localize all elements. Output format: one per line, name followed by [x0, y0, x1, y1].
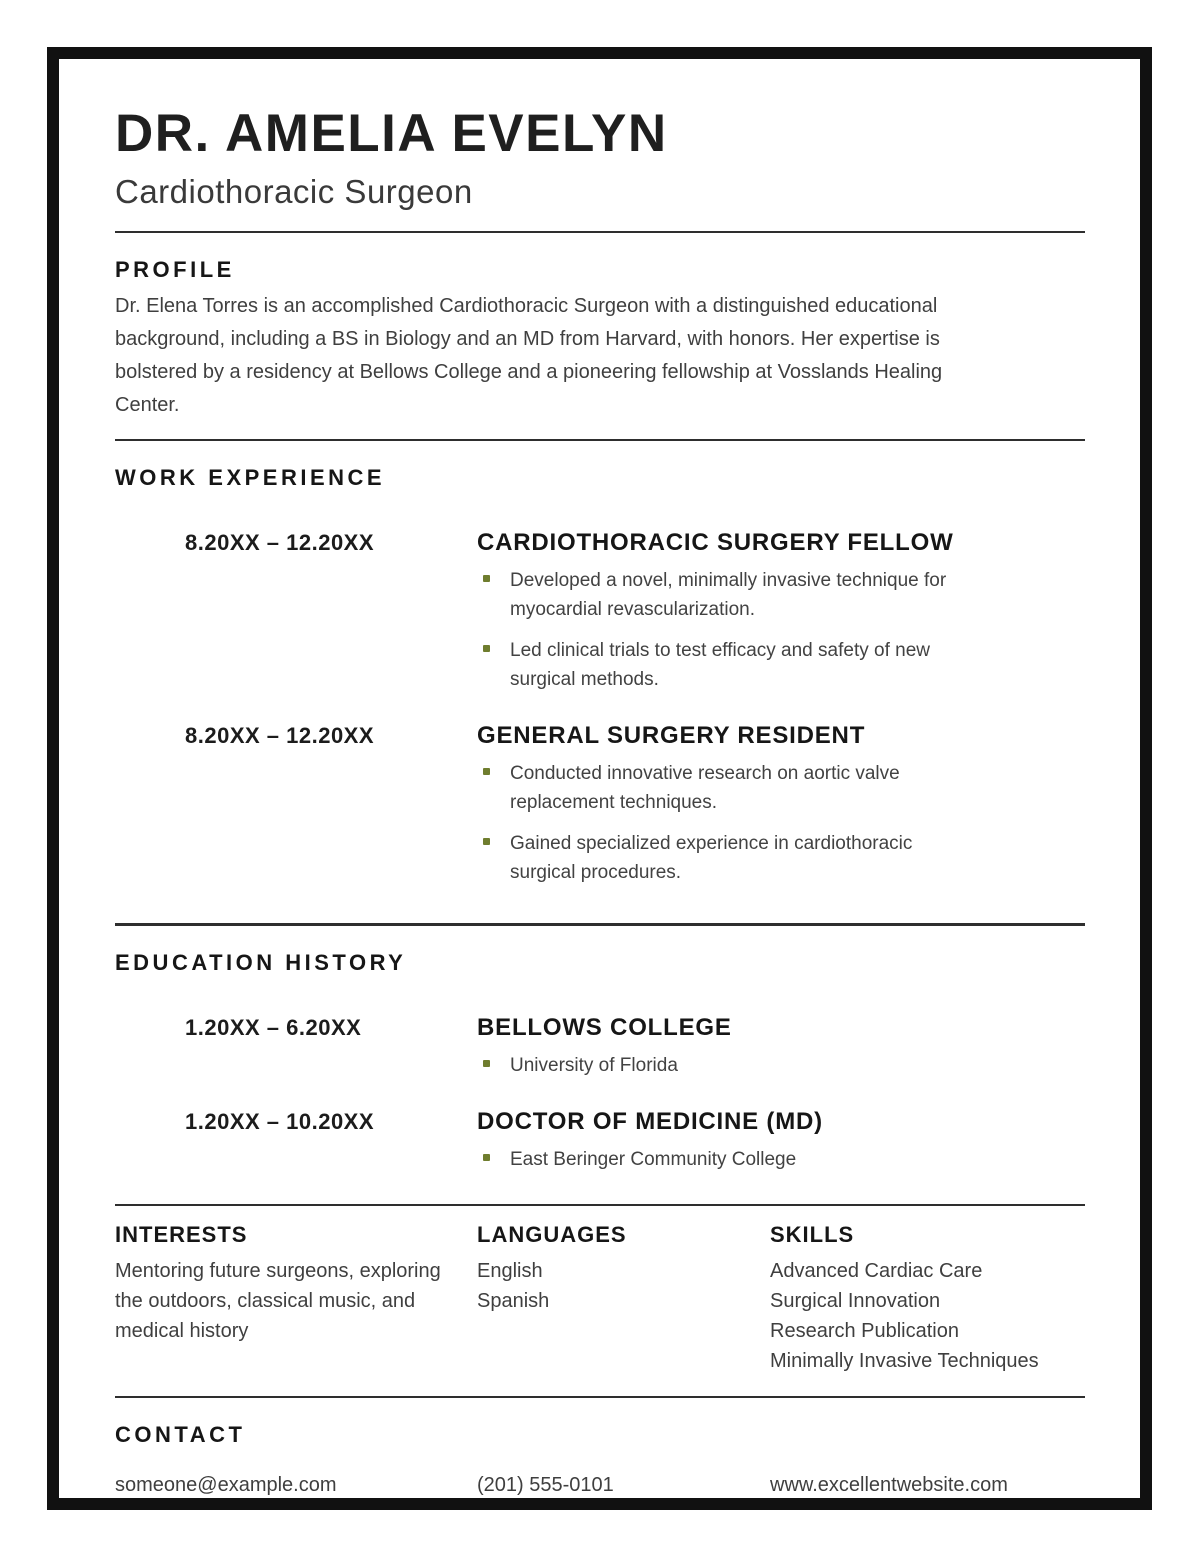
skill-item: Surgical Innovation: [770, 1290, 941, 1313]
contact-row: [115, 1474, 1085, 1497]
education-entry-title: DOCTOR OF MEDICINE (MD): [477, 1108, 823, 1136]
bullet-text: Conducted innovative research on aortic valve replacement techniques.: [510, 763, 900, 814]
bullet-item: [477, 759, 1085, 817]
contact-email: someone@example.com: [115, 1474, 337, 1497]
work-entry-bullets: [477, 759, 1085, 887]
person-job-title: Cardiothoracic Surgeon: [115, 173, 473, 211]
interests-text: Mentoring future surgeons, exploring the outdoors, classical music, and medical history: [115, 1260, 441, 1343]
bullet-item: [477, 1145, 1085, 1174]
skills-heading: SKILLS: [770, 1222, 855, 1248]
bullet-item: [477, 1051, 1085, 1080]
person-name: DR. AMELIA EVELYN: [115, 104, 668, 163]
bullet-text: Led clinical trials to test efficacy and safety of new surgical methods.: [510, 640, 930, 691]
contact-heading: CONTACT: [115, 1422, 246, 1448]
work-entry-detail: [477, 529, 1085, 694]
bullet-item: [477, 566, 1085, 624]
bullet-icon: [483, 768, 490, 775]
work-entry-title: CARDIOTHORACIC SURGERY FELLOW: [477, 529, 954, 557]
work-entry-detail: [477, 722, 1085, 887]
skills-column: [770, 1222, 1085, 1376]
education-divider: [115, 1204, 1085, 1206]
page-border-frame: [47, 47, 1152, 1510]
work-entry-dates: 8.20XX – 12.20XX: [185, 723, 375, 749]
education-entry-dates: 1.20XX – 10.20XX: [185, 1109, 375, 1135]
profile-text: Dr. Elena Torres is an accomplished Cardiothoracic Surgeon with a distinguished educational background, including a BS in Biology and an MD from Harvard, with honors. Her expertise is bolstered by a residency at Bellows College and a pioneering fellowship at Vosslands Healing Center.: [115, 295, 943, 417]
profile-heading: PROFILE: [115, 257, 235, 283]
bullet-icon: [483, 1154, 490, 1161]
attributes-columns: [115, 1222, 1085, 1376]
bullet-text: Developed a novel, minimally invasive technique for myocardial revascularization.: [510, 570, 947, 621]
interests-heading: INTERESTS: [115, 1222, 248, 1248]
attributes-divider: [115, 1396, 1085, 1398]
profile-divider: [115, 439, 1085, 441]
skill-item: Research Publication: [770, 1320, 959, 1343]
bullet-item: [477, 829, 1085, 887]
education-entry-detail: [477, 1014, 1085, 1080]
education-entry: [185, 1014, 1085, 1080]
education-entry-bullets: [477, 1051, 1085, 1080]
education-entry-dates: 1.20XX – 6.20XX: [185, 1015, 362, 1041]
work-experience-heading: WORK EXPERIENCE: [115, 465, 386, 491]
language-item: Spanish: [477, 1290, 550, 1313]
bullet-icon: [483, 575, 490, 582]
education-entry-title: BELLOWS COLLEGE: [477, 1014, 732, 1042]
education-heading: EDUCATION HISTORY: [115, 950, 407, 976]
work-entry-title: GENERAL SURGERY RESIDENT: [477, 722, 866, 750]
education-entry: [185, 1108, 1085, 1174]
languages-column: [477, 1222, 770, 1376]
skill-item: Advanced Cardiac Care: [770, 1260, 983, 1283]
work-entry-bullets: [477, 566, 1085, 694]
education-entry-bullets: [477, 1145, 1085, 1174]
bullet-item: [477, 636, 1085, 694]
skill-item: Minimally Invasive Techniques: [770, 1350, 1039, 1373]
work-entry-dates: 8.20XX – 12.20XX: [185, 530, 375, 556]
resume-content: [59, 59, 1140, 1497]
education-entry-detail: [477, 1108, 1085, 1174]
header-divider: [115, 231, 1085, 233]
bullet-text: University of Florida: [510, 1055, 678, 1077]
bullet-text: East Beringer Community College: [510, 1149, 797, 1171]
bullet-icon: [483, 645, 490, 652]
bullet-icon: [483, 1060, 490, 1067]
interests-column: [115, 1222, 477, 1376]
contact-phone: (201) 555-0101: [477, 1474, 614, 1497]
languages-heading: LANGUAGES: [477, 1222, 627, 1248]
work-entry: [185, 529, 1085, 694]
bullet-icon: [483, 838, 490, 845]
bullet-text: Gained specialized experience in cardiothoracic surgical procedures.: [510, 833, 913, 884]
contact-website: www.excellentwebsite.com: [770, 1474, 1008, 1497]
work-entry: [185, 722, 1085, 887]
work-divider: [115, 923, 1085, 926]
language-item: English: [477, 1260, 543, 1283]
